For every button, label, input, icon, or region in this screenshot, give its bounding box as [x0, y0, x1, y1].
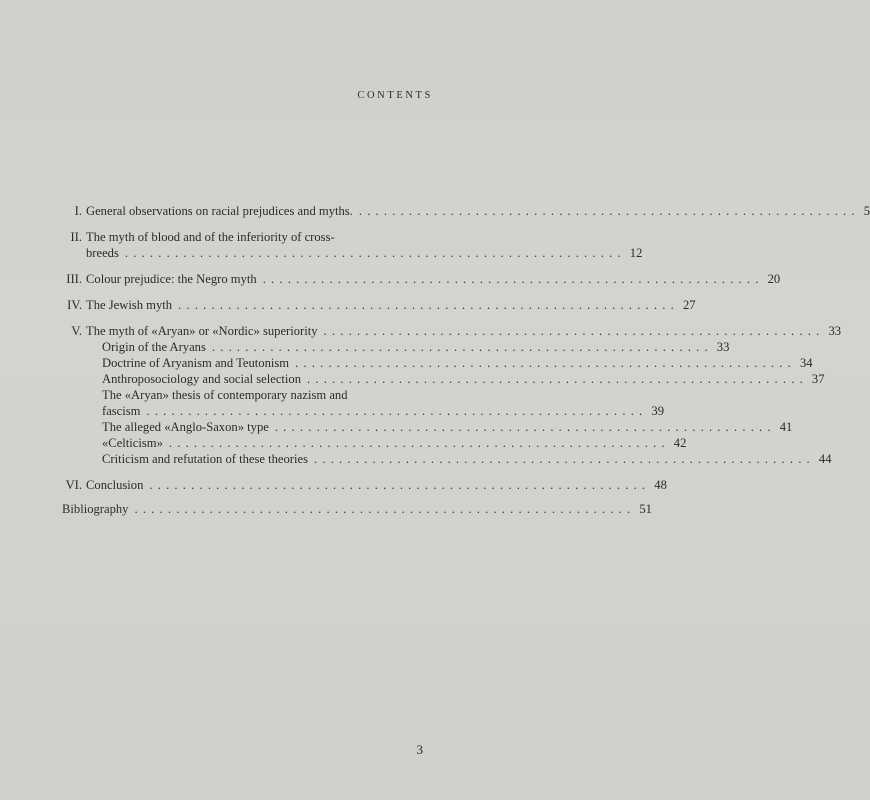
chapter-number: VI.: [65, 478, 82, 492]
section-title: Anthroposociology and social selection: [102, 372, 302, 386]
section-title-line-1: The «Aryan» thesis of contemporary nazism and: [102, 388, 348, 402]
toc-subentry: [62, 419, 793, 435]
dot-leader: ............................................................: [211, 340, 713, 354]
toc-entry-bibliography: [62, 501, 652, 517]
dot-leader: ............................................................: [358, 204, 860, 218]
toc-subentry: [62, 451, 832, 467]
section-title: «Celticism»: [102, 436, 163, 450]
toc-entry-5: [62, 323, 842, 339]
dot-leader: ............................................................: [146, 404, 648, 418]
chapter-number: III.: [66, 272, 82, 286]
chapter-number: II.: [70, 230, 82, 244]
dot-leader: ............................................................: [168, 436, 670, 450]
toc-subentry: [62, 387, 664, 419]
section-title: The alleged «Anglo-Saxon» type: [102, 420, 269, 434]
page-number: 39: [651, 404, 664, 418]
dot-leader: ............................................................: [307, 372, 808, 386]
section-title-line-2: fascism: [102, 404, 141, 418]
dot-leader: ............................................................: [295, 356, 796, 370]
page-number: 34: [799, 356, 813, 370]
dot-leader: ............................................................: [274, 420, 776, 434]
table-of-contents: [62, 203, 870, 517]
dot-leader: ............................................................: [262, 272, 764, 286]
section-title: Origin of the Aryans: [102, 340, 206, 354]
dot-leader: ............................................................: [149, 478, 651, 492]
bibliography-title: Bibliography: [62, 502, 129, 516]
dot-leader: ............................................................: [323, 324, 825, 338]
page-number: 33: [716, 340, 730, 354]
toc-entry-2: [62, 229, 643, 261]
toc-entry-4: [62, 297, 696, 313]
page-folio: 3: [416, 742, 423, 757]
chapter-number: V.: [71, 324, 82, 338]
chapter-number: IV.: [67, 298, 82, 312]
chapter-number: I.: [74, 204, 82, 218]
page-number: 5: [863, 204, 870, 218]
toc-entry-3: [62, 271, 781, 287]
toc-subentry: [62, 435, 687, 451]
chapter-title: The myth of «Aryan» or «Nordic» superiority: [86, 324, 318, 338]
chapter-title: Conclusion: [86, 478, 144, 492]
contents-heading: CONTENTS: [357, 90, 433, 101]
page-number: 27: [682, 298, 696, 312]
page-number: 42: [673, 436, 687, 450]
chapter-title: Colour prejudice: the Negro myth: [86, 272, 257, 286]
dot-leader: ............................................................: [134, 502, 636, 516]
dot-leader: ............................................................: [178, 298, 679, 312]
page-number: 20: [767, 272, 781, 286]
page-number: 41: [779, 420, 793, 434]
page-number: 37: [811, 372, 825, 386]
section-title: Criticism and refutation of these theories: [102, 452, 308, 466]
chapter-title: The Jewish myth: [86, 298, 173, 312]
section-title: Doctrine of Aryanism and Teutonism: [102, 356, 290, 370]
page-number: 48: [654, 478, 667, 492]
toc-entry-1: [62, 203, 870, 219]
page-number: 33: [828, 324, 842, 338]
toc-subentry: [62, 371, 825, 387]
dot-leader: ............................................................: [124, 246, 626, 260]
dot-leader: ............................................................: [314, 452, 815, 466]
chapter-title-line-1: The myth of blood and of the inferiority of cross-: [86, 230, 335, 244]
toc-subentry: [62, 355, 813, 371]
page-number: 12: [629, 246, 643, 260]
toc-subentry: [62, 339, 730, 355]
chapter-title: General observations on racial prejudices and myths.: [86, 204, 353, 218]
page-number: 44: [818, 452, 832, 466]
page-number: 51: [639, 502, 652, 516]
toc-entry-6: [62, 477, 667, 493]
chapter-title-line-2: breeds: [86, 246, 119, 260]
